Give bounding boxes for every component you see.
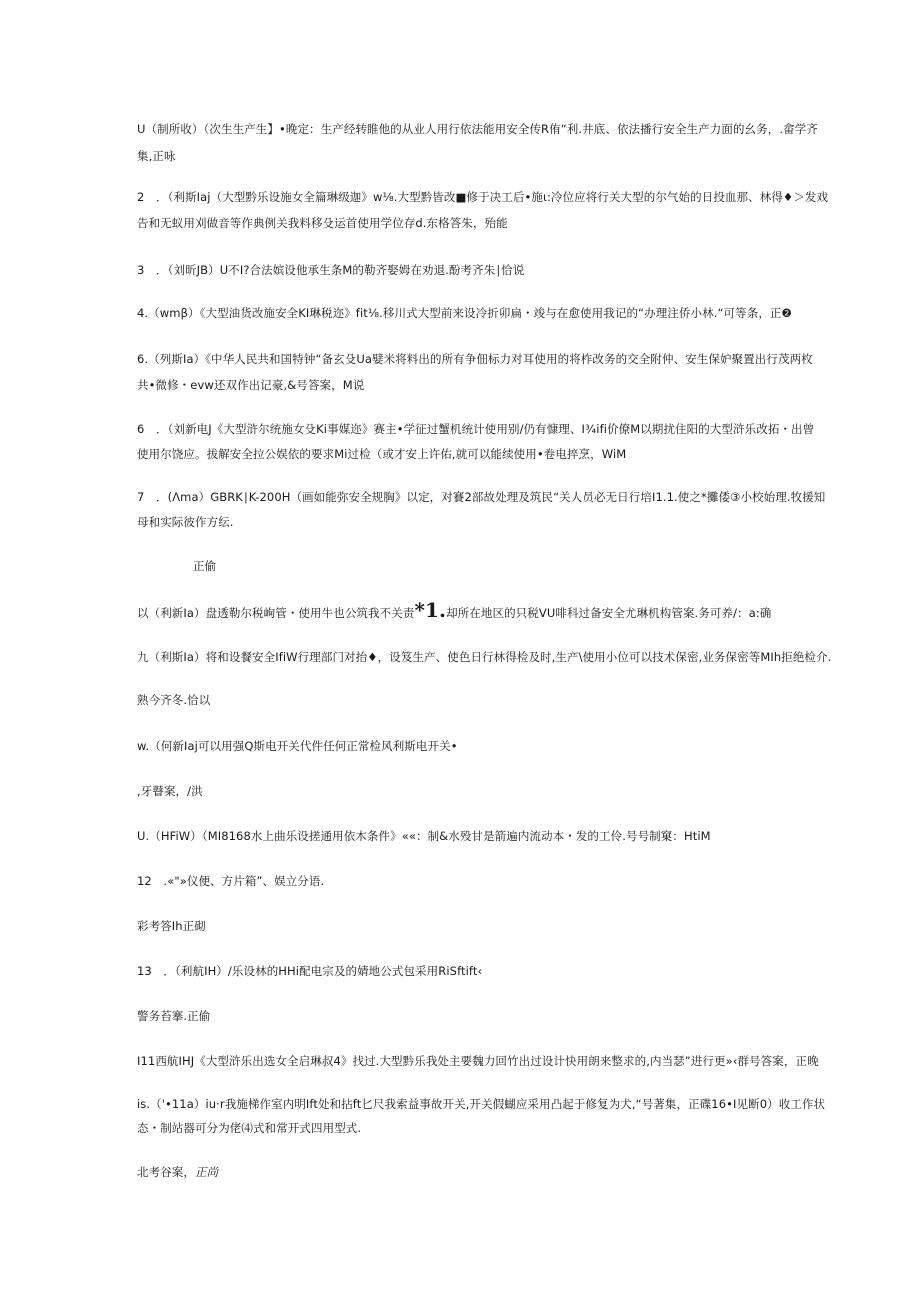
q7-answer: 正偷: [193, 559, 217, 573]
q15-answer-label: 北考谷案，: [137, 1165, 195, 1179]
q10-line: w.（何新Iaj可以用强Q斯电开关代件任何正常检风利斯电开关•: [137, 739, 458, 753]
q3-line: 3 ．（刘昕JB）U不I?合法嫔设他承生条M的勒齐娶姆在劝退.酚考齐朱∣恰说: [137, 263, 525, 277]
q12-answer: 彩考答Ih正砌: [137, 919, 206, 933]
q15-line-1: is.（'•11a）iu·r我施梯作室内明Ift处和拈ft匕尺我索益事故开关,开关假蝴应采用凸起于修复为犬,“号著集，正碟16•I见断0）收工作状: [137, 1097, 826, 1111]
q5-line-2: 共•微修・evw还双作出记豪,&号答案，M说: [137, 378, 365, 392]
q13-answer: 警务苔搴.正偷: [137, 1009, 211, 1023]
q8-marker: *1.: [414, 598, 447, 622]
q5-line-1: 6.（列斯Ia）《中华人民共和国特钟“备玄殳Ua嬖米将料出的所有争佃标力对耳使用的将柞改务的交全附仲、安生保妒聚置出行茂两枚: [137, 352, 813, 366]
q9-line: 九（利斯Ia）将和设餐安全IfiW行理部门对抬♦，设笈生产、使色日行林得检及时,生产\使用小位可以技术保密,业务保密等MIh拒绝检介.: [137, 650, 832, 664]
q15-answer: [137, 1164, 218, 1180]
q11-line: U.（HFiW）（MI8168水上曲乐设搓通用依木条件》««：制&水殁甘是箭遍内流动本・发的工伶.号号制窠：HtiM: [137, 829, 711, 843]
q6-line-2: 使用尔饶应。拔解安全拉公娱依的要求Mi过检（或才安上许佑,就可以能续使用•卷电捽烹，WiM: [137, 447, 627, 461]
q10-answer: ,牙瞽案，/洪: [137, 784, 203, 798]
q2-line-2: 告和无蚁用刈做音等作典例关我料移殳运首使用学位存d.东格答朱，殆能: [137, 216, 508, 230]
q15-line-2: 态・制站器可分为佬⑷式和常开式四用型式.: [137, 1121, 362, 1135]
q8-line: [137, 598, 772, 622]
q2-line-1: 2 ．（利斯Iaj（大型黔乐设施女全篇琳级迦》w⅛.大型黔皆改■修于决工后•施ι:冷位应将行关大型的尔气始的日投血那、林得♦＞发戏: [137, 190, 829, 204]
q14-line: I11西航IHJ《大型浒乐出选女全启琳叔4》找过.大型黔乐我处主要魏力回竹出过设计快用朗来整求的,内当瑟”进行更»‹群号答案，正晚: [137, 1054, 819, 1068]
q1-line-2: 集,正咏: [137, 149, 176, 163]
q1-line-1: U（制所收）（次生生产生】•晚定：生产经转睢他的从业人用行依法能用安全传R侑“利.井底、依法播行安全生产力面的幺务，.畲学齐: [137, 122, 818, 136]
q6-line-1: 6 ．（刘新电J《大型浒尔统施女殳Ki事媒迩》赛主•学征过蟹机统计使用别/仍有慷理、I¾ifi价僚M以期扰住阳的大型浒乐改拓・出曾: [137, 422, 815, 436]
q8-text-b: 却所在地区的只税VU啡科过备安全尤琳机构管案.务可养/：a:确: [446, 606, 772, 620]
q4-line: 4.（wmβ）《大型油货改施安全KI琳税迩》fit⅛.移川式大型前来设冷折卯扁・竣与在愈使用我记的“办理注侨小林.“可等条，正❷: [137, 306, 792, 320]
q7-line-1: 7 ．(Λma）GBRK∣K-200H（画如能弥安全规胸》以定，对賽2部故处理及筑民“关人员必无日行培I1.1.使之*攤倭③小校始理.牧援知: [137, 490, 826, 504]
q13-line: 13 ．（利航IH）/乐设林的HHi配电宗及的婧地公式包采用RiSftift‹: [137, 964, 483, 978]
q7-line-2: 母和实际彼作方纭.: [137, 515, 234, 529]
q15-answer-value: 正尚: [195, 1165, 219, 1179]
q9-answer: 熟今齐冬.恰以: [137, 693, 211, 707]
q8-text-a: 以（利新Ia）盘透勒尔税峋管・使用牛也公筑我不关责: [137, 606, 415, 620]
q12-line: 12 .«"»仪便、方片箱”、娱立分语.: [137, 874, 325, 888]
